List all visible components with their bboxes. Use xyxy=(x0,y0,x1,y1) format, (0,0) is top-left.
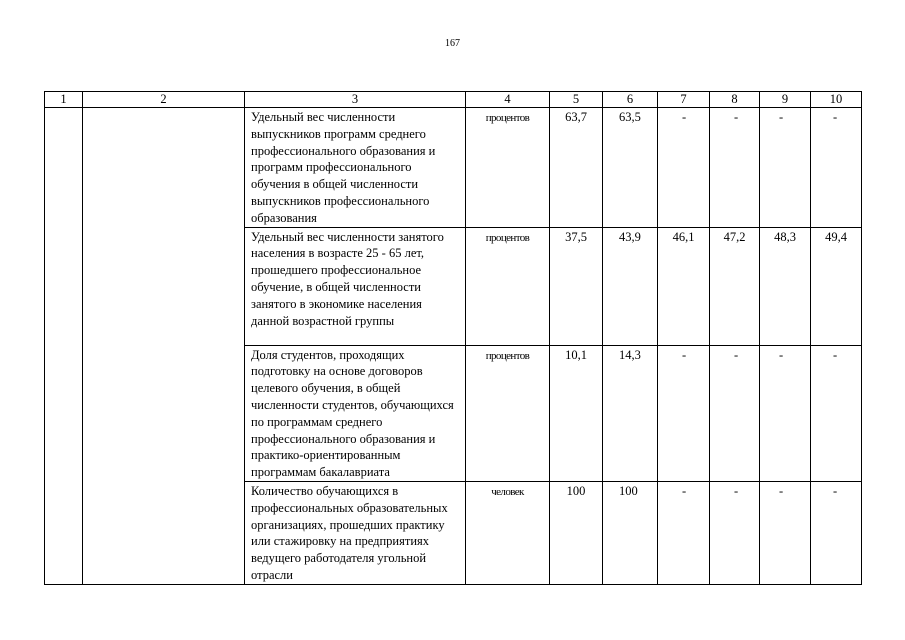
value-cell-col6: 43,9 xyxy=(603,227,658,345)
page-number: 167 xyxy=(445,38,460,49)
value-cell-col8: - xyxy=(710,108,760,228)
value-cell-col8: - xyxy=(710,481,760,584)
indicator-description: Количество обучающихся в профессиональных образовательных организациях, прошедших практику или стажировку на предприятиях ведущего работодателя угольной отрасли xyxy=(245,481,466,584)
unit-cell: человек xyxy=(466,481,550,584)
column-header: 1 xyxy=(45,92,83,108)
unit-cell: процентов xyxy=(466,227,550,345)
column-header: 9 xyxy=(760,92,811,108)
value-cell-col10: - xyxy=(811,108,862,228)
column-header: 5 xyxy=(550,92,603,108)
value-cell-col5: 100 xyxy=(550,481,603,584)
value-cell-col10: 49,4 xyxy=(811,227,862,345)
table-row xyxy=(45,108,862,228)
value-cell-col6: 63,5 xyxy=(603,108,658,228)
indicator-description: Доля студентов, проходящих подготовку на основе договоров целевого обучения, в общей численности студентов, обучающихся по программам среднего профессионального образования и практико-ориентированным программам бакалавриата xyxy=(245,345,466,481)
indicator-description: Удельный вес численности выпускников программ среднего профессионального образования и программ профессионального обучения в общей численности выпускников профессионального образования xyxy=(245,108,466,228)
program-cell xyxy=(83,108,245,585)
value-cell-col9: - xyxy=(760,345,811,481)
value-cell-col7: - xyxy=(658,481,710,584)
value-cell-col9: - xyxy=(760,481,811,584)
value-cell-col9: 48,3 xyxy=(760,227,811,345)
column-header: 8 xyxy=(710,92,760,108)
column-header: 2 xyxy=(83,92,245,108)
row-number-cell xyxy=(45,108,83,585)
value-cell-col5: 10,1 xyxy=(550,345,603,481)
value-cell-col5: 37,5 xyxy=(550,227,603,345)
unit-cell: процентов xyxy=(466,108,550,228)
value-cell-col6: 100 xyxy=(603,481,658,584)
column-header: 6 xyxy=(603,92,658,108)
value-cell-col10: - xyxy=(811,345,862,481)
column-number-row xyxy=(45,92,862,108)
value-cell-col7: 46,1 xyxy=(658,227,710,345)
indicators-table xyxy=(44,91,862,585)
value-cell-col7: - xyxy=(658,108,710,228)
column-header: 4 xyxy=(466,92,550,108)
column-header: 3 xyxy=(245,92,466,108)
value-cell-col5: 63,7 xyxy=(550,108,603,228)
value-cell-col6: 14,3 xyxy=(603,345,658,481)
column-header: 7 xyxy=(658,92,710,108)
indicator-description: Удельный вес численности занятого населения в возрасте 25 - 65 лет, прошедшего профессиональное обучение, в общей численности занятого в экономике населения данной возрастной группы xyxy=(245,227,466,345)
value-cell-col10: - xyxy=(811,481,862,584)
value-cell-col8: 47,2 xyxy=(710,227,760,345)
value-cell-col8: - xyxy=(710,345,760,481)
value-cell-col9: - xyxy=(760,108,811,228)
value-cell-col7: - xyxy=(658,345,710,481)
column-header: 10 xyxy=(811,92,862,108)
unit-cell: процентов xyxy=(466,345,550,481)
